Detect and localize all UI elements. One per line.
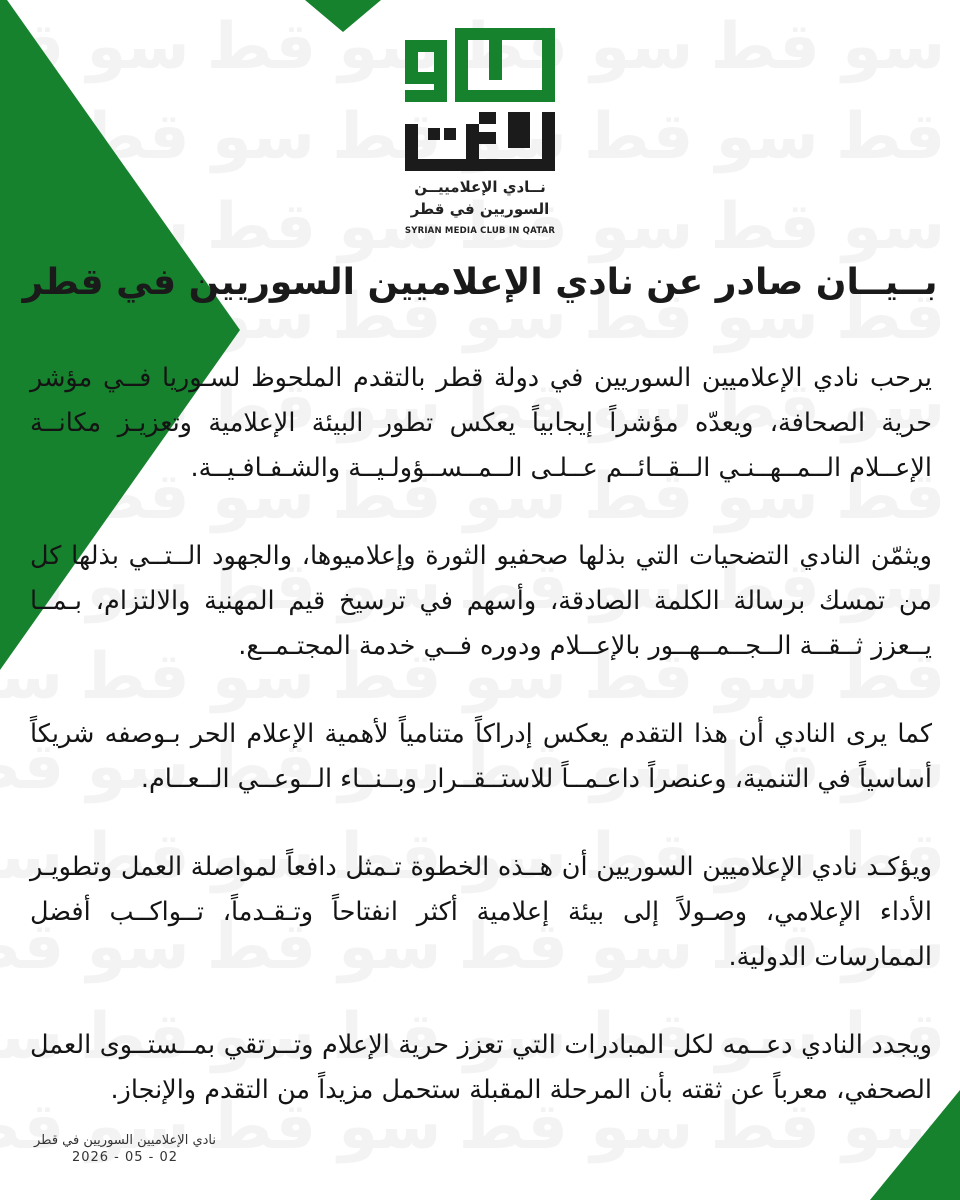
club-logo-mark [400, 28, 560, 173]
footer-date: 2026 - 05 - 02 [71, 1150, 179, 1165]
corner-triangle-top [305, 0, 381, 32]
club-name-arabic-line2: السوريين في قطر [410, 200, 550, 218]
footer-signature [30, 1133, 220, 1165]
paragraph-3: كما يرى النادي أن هذا التقدم يعكس إدراكاً متنامياً لأهمية الإعلام الحر بـوصفه شريكاً أساسياً في التنمية، وعنصراً داعـمــاً للاستــقــرار وبــنــاء الــوعــي الــعــام. [30, 719, 932, 794]
paragraph-2: ويثمّن النادي التضحيات التي بذلها صحفيو الثورة وإعلاميوها، والجهود الــتــي بذلها كل من تمسك برسالة الكلمة الصادقة، وأسهم في ترسيخ قيم المهنية والالتزام، بـمــا يــعزز ثــقــة الــجــمــهــور بالإعــلام ودوره فــي خدمة المجتـمــع. [30, 541, 932, 661]
statement-body [30, 356, 932, 1156]
paragraph-1: يرحب نادي الإعلاميين السوريين في دولة قطر بالتقدم الملحوظ لسـوريا فــي مؤشر حرية الصحافة، ويعدّه مؤشراً إيجابياً يعكس تطور البيئة الإعلامية وتعزيـز مكانــة الإعــلام الــمــهــنـي الــقــائــم عــلـى الــمــســؤولـيــة والشـفـافـيــة. [30, 363, 932, 483]
club-logo [400, 28, 560, 254]
club-name-english: SYRIAN MEDIA CLUB IN QATAR [404, 226, 556, 236]
paragraph-5: ويجدد النادي دعــمه لكل المبادرات التي تعزز حرية الإعلام وتــرتقي بمــستــوى العمل الصحفي، معرباً عن ثقته بأن المرحلة المقبلة ستحمل مزيداً من التقدم والإنجاز. [30, 1030, 932, 1105]
statement-title: بــيــان صادر عن نادي الإعلاميين السوريين في قطر [22, 262, 938, 303]
paragraph-4: ويؤكـد نادي الإعلاميين السوريين أن هــذه الخطوة تـمثل دافعاً لمواصلة العمل وتطويـر الأداء الإعلامي، وصـولاً إلى بيئة إعلامية أكثر انفتاحاً وتـقـدماً، تــواكــب أفضل الممارسات الدولية. [30, 852, 932, 972]
footer-club-name: نادي الإعلاميين السوريين في قطر [33, 1133, 217, 1148]
club-name-arabic-line1: نــادي الإعلامييــن [414, 178, 546, 196]
